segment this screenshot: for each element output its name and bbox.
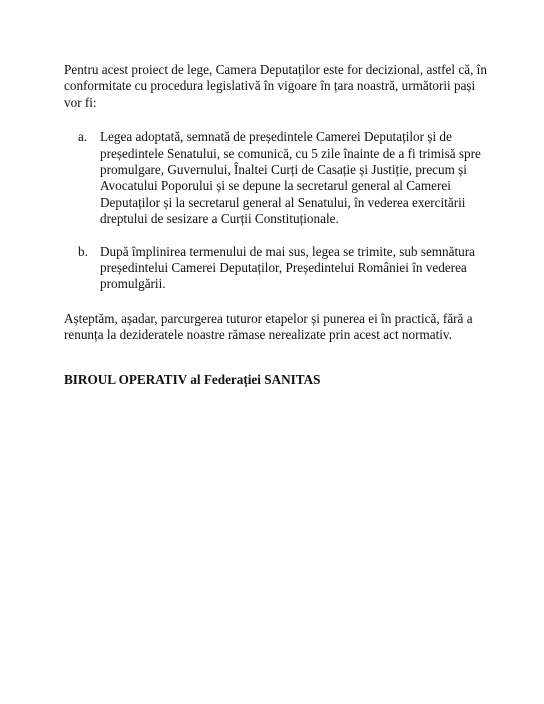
signature-line: BIROUL OPERATIV al Federației SANITAS: [64, 371, 321, 387]
intro-paragraph: Pentru acest proiect de lege, Camera Deputaților este for decizional, astfel că, în conformitate cu procedura legislativă în vigoare în țara noastră, următorii pași vor fi:: [64, 62, 487, 110]
list-item: [64, 129, 490, 227]
document-page: [64, 62, 490, 388]
list-item: [64, 244, 490, 293]
list-marker: a.: [78, 129, 88, 145]
list-item-text: După împlinirea termenului de mai sus, legea se trimite, sub semnătura președintelui Camerei Deputaților, Președintelui României în vederea promulgării.: [100, 243, 476, 292]
list-marker: b.: [78, 243, 88, 259]
list-item-text: Legea adoptată, semnată de președintele Camerei Deputaților și de președintele Senatului, se comunică, cu 5 zile înainte de a fi trimisă spre promulgare, Guvernului, Înaltei Curți de Casație și Justiție, precum și Avocatului Poporului și se depune la secretarul general al Camerei Deputaților și la secretarul general al Senatului, în vederea exercitării dreptului de sesizare a Curții Constituționale.: [100, 129, 481, 227]
procedure-steps-list: [64, 129, 490, 293]
closing-paragraph: Așteptăm, așadar, parcurgerea tuturor etapelor și punerea ei în practică, fără a renunța la dezideratele noastre rămase nerealizate prin acest act normativ.: [64, 310, 473, 343]
